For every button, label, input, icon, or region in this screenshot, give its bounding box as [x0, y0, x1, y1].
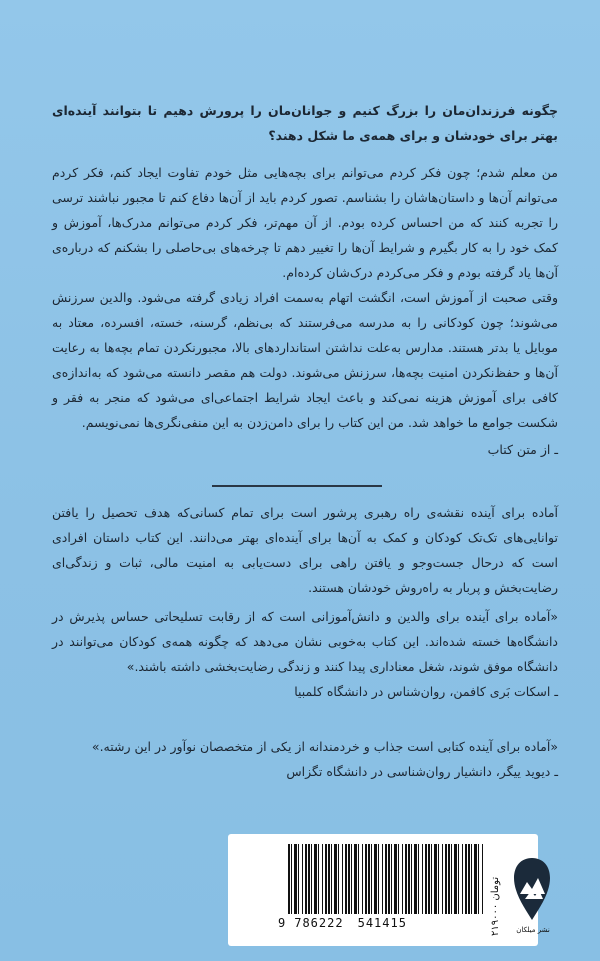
book-description — [52, 500, 558, 600]
book-excerpt — [52, 160, 558, 462]
description-text: آماده برای آینده نقشه‌ی راه رهبری پرشور است برای تمام کسانی‌که هدف تحصیل را یافتن توانایی‌های تک‌تک کودکان و کمک به آن‌ها برای آینده‌ای بهتر می‌دانند. این کتاب داستان افرادی است که در‌حال جست‌وجو و یافتن راهی برای دست‌یابی به امنیت مالی، ثبات و زندگی‌ای رضایت‌بخش و پربار به راه‌روش خودشان هستند. — [52, 505, 558, 595]
price-label: ۲۱۹۰۰۰ تومان — [490, 876, 501, 936]
publisher-logo-icon — [512, 854, 552, 924]
endorsement-author: ـ اسکات بَری کافمن، روان‌شناس در دانشگاه کلمبیا — [294, 684, 558, 699]
excerpt-paragraph-1: من معلم شدم؛ چون فکر کردم می‌توانم برای بچه‌هایی مثل خودم تفاوت ایجاد کنم، فکر کردم می‌توانم آن‌ها و داستان‌هاشان را بشناسم. تصور کردم باید از آن‌ها دفاع کنم تا مجبور نباشند ترسی را تجربه کنند که من احساس کرده بودم. از آن مهم‌تر، فکر کردم می‌توانم مدرک‌ها، آموزش و کمک خود را به کار بگیرم و شرایط آن‌ها را تغییر دهم تا چرخه‌های بی‌حاصلی را بشکنم که درباره‌ی آن‌ها یاد گرفته بودم و فکر می‌کردم درک‌شان کرده‌ام. — [52, 165, 558, 280]
endorsement-text: «آماده برای آینده کتابی است جذاب و خردمندانه از یکی از متخصصان نوآور در این رشته.» — [91, 739, 558, 754]
endorsement-author: ـ دیوید ییگر، دانشیار روان‌شناسی در دانشگاه تگزاس — [286, 764, 558, 779]
endorsement-text: «آماده برای آینده برای والدین و دانش‌آموزانی است که از رقابت تسلیحاتی حساس پذیرش در دانشگاه‌ها خسته شده‌اند. این کتاب به‌خوبی نشان می‌دهد که چگونه همه‌ی کودکان می‌توانند در دانشگاه موفق شوند، شغل معناداری پیدا کنند و زندگی رضایت‌بخشی داشته باشند.» — [52, 609, 558, 674]
section-divider — [212, 485, 382, 487]
publisher-name: نشر میلکان — [516, 926, 550, 934]
barcode-panel — [228, 834, 550, 946]
excerpt-credit: ـ از متن کتاب — [487, 442, 558, 457]
isbn-group-2: 541415 — [357, 916, 407, 930]
isbn-first-digit: 9 — [278, 916, 287, 930]
isbn-barcode — [288, 844, 484, 914]
headline: چگونه فرزندان‌مان را بزرگ کنیم و جوانان‌مان را پرورش دهیم تا بتوانند آینده‌ای بهتر برای خودشان و برای همه‌ی ما شکل دهند؟ — [52, 103, 558, 143]
excerpt-paragraph-2: وقتی صحبت از آموزش است، انگشت اتهام به‌سمت افراد زیادی گرفته می‌شود. والدین سرزنش می‌شوند؛ چون کودکانی را به مدرسه می‌فرستند که بی‌نظم، گرسنه، خسته، افسرده، معتاد به موبایل یا بدتر هستند. مدارس به‌علت نداشتن استانداردهای بالا، مجبورنکردن تمام بچه‌ها به رعایت آن‌ها و حفظ‌نکردن امنیت بچه‌ها، سرزنش می‌شوند. دولت هم مقصر دانسته می‌شود که به‌اندازه‌ی کافی برای آموزش هزینه نمی‌کند و باعث ایجاد شرایط اجتماعی‌ای می‌شود که منجر به فقر و شکست جوامع ما خواهد شد. من این کتاب را برای دامن‌زدن به این منفی‌نگری‌ها نمی‌نویسم. — [52, 290, 558, 430]
endorsement-1 — [52, 604, 558, 704]
endorsement-2 — [52, 734, 558, 784]
isbn-number — [278, 916, 488, 930]
isbn-group-1: 786222 — [294, 916, 344, 930]
